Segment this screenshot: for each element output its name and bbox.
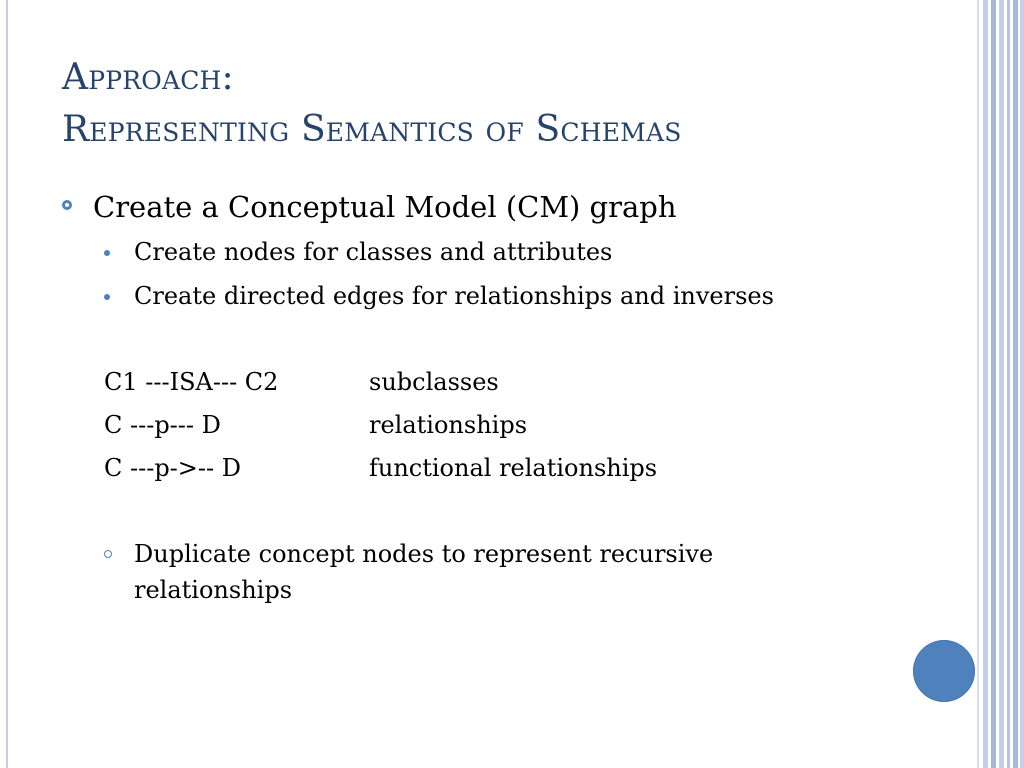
notation-expression: C1 ---ISA--- C2 bbox=[104, 368, 279, 396]
final-bullet-text: Duplicate concept nodes to represent recursive relationships bbox=[134, 540, 714, 604]
sub-bullet-text: Create nodes for classes and attributes bbox=[134, 238, 613, 266]
title-line-2: Representing Semantics of Schemas bbox=[62, 109, 682, 150]
notation-expression: C ---p->-- D bbox=[104, 454, 241, 482]
title-line-1: Approach: bbox=[62, 57, 234, 98]
main-bullet-text: Create a Conceptual Model (CM) graph bbox=[93, 190, 677, 224]
dot-bullet-icon bbox=[104, 250, 110, 256]
dot-bullet-icon bbox=[104, 294, 110, 300]
notation-meaning: relationships bbox=[369, 411, 528, 439]
right-stripe-6 bbox=[1013, 0, 1018, 768]
notation-meaning: subclasses bbox=[369, 368, 499, 396]
notation-expression: C ---p--- D bbox=[104, 411, 221, 439]
right-stripe-3 bbox=[991, 0, 996, 768]
left-border-line bbox=[6, 0, 8, 768]
right-stripe-7 bbox=[1020, 0, 1024, 768]
right-stripe-4 bbox=[999, 0, 1004, 768]
right-stripe-5 bbox=[1007, 0, 1010, 768]
sub-bullet-text: Create directed edges for relationships and inverses bbox=[134, 282, 774, 310]
hollow-circle-bullet-icon bbox=[104, 550, 112, 558]
slide-title bbox=[62, 52, 942, 156]
notation-meaning: functional relationships bbox=[369, 454, 658, 482]
decorative-circle bbox=[913, 640, 975, 702]
ring-bullet-icon bbox=[62, 200, 72, 210]
right-stripe-2 bbox=[983, 0, 988, 768]
left-border bbox=[0, 0, 8, 768]
right-stripe-1 bbox=[977, 0, 979, 768]
